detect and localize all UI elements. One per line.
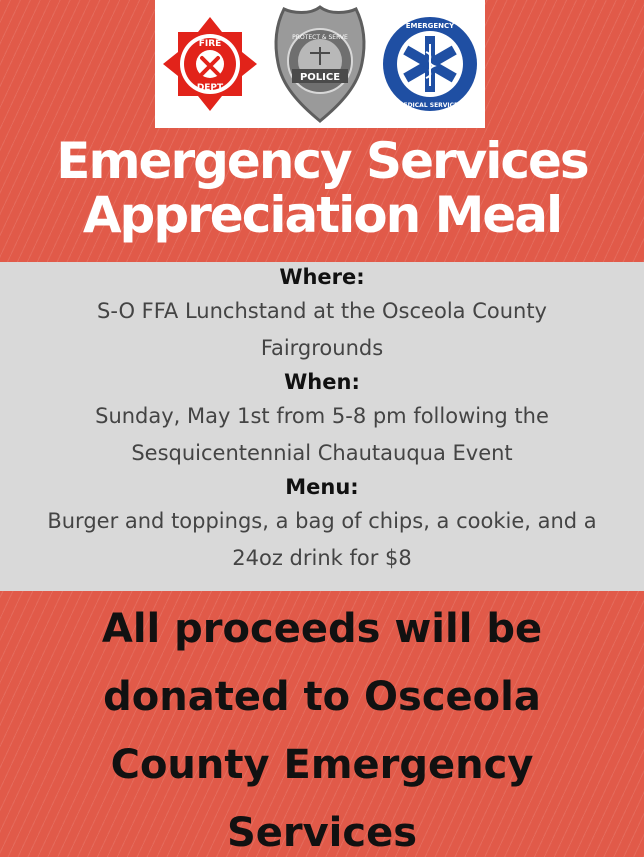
title-line-2: Appreciation Meal xyxy=(82,186,562,244)
where-label: Where: xyxy=(279,265,365,289)
logo-banner xyxy=(155,0,485,128)
proceeds-line-4: Services xyxy=(226,810,418,856)
title-line-1: Emergency Services xyxy=(56,132,588,190)
fire-badge-top-text: FIRE xyxy=(198,39,222,49)
proceeds-notice xyxy=(0,595,644,857)
ems-badge-top-text: EMERGENCY xyxy=(405,22,455,30)
menu-line-1: Burger and toppings, a bag of chips, a cookie, and a xyxy=(47,509,597,533)
proceeds-line-2: donated to Osceola xyxy=(103,674,541,720)
police-badge-motto-text: PROTECT & SERVE xyxy=(292,34,348,41)
fire-dept-badge-icon xyxy=(160,14,260,114)
fire-badge-bottom-text: DEPT xyxy=(196,83,224,93)
where-line-1: S-O FFA Lunchstand at the Osceola County xyxy=(96,299,547,323)
police-badge-icon xyxy=(270,3,370,125)
when-line-2: Sesquicentennial Chautauqua Event xyxy=(131,441,513,465)
proceeds-line-1: All proceeds will be xyxy=(101,606,543,652)
menu-line-2: 24oz drink for $8 xyxy=(232,546,412,570)
event-details-panel xyxy=(0,262,644,591)
when-line-1: Sunday, May 1st from 5-8 pm following the xyxy=(95,404,549,428)
ems-badge-bottom-text: MEDICAL SERVICES xyxy=(397,102,463,109)
proceeds-line-3: County Emergency xyxy=(110,742,534,788)
star-of-life-icon xyxy=(380,14,480,114)
when-label: When: xyxy=(284,370,360,394)
menu-label: Menu: xyxy=(285,475,359,499)
police-badge-label-text: POLICE xyxy=(299,72,341,83)
poster-title xyxy=(0,134,644,242)
where-line-2: Fairgrounds xyxy=(260,336,384,360)
